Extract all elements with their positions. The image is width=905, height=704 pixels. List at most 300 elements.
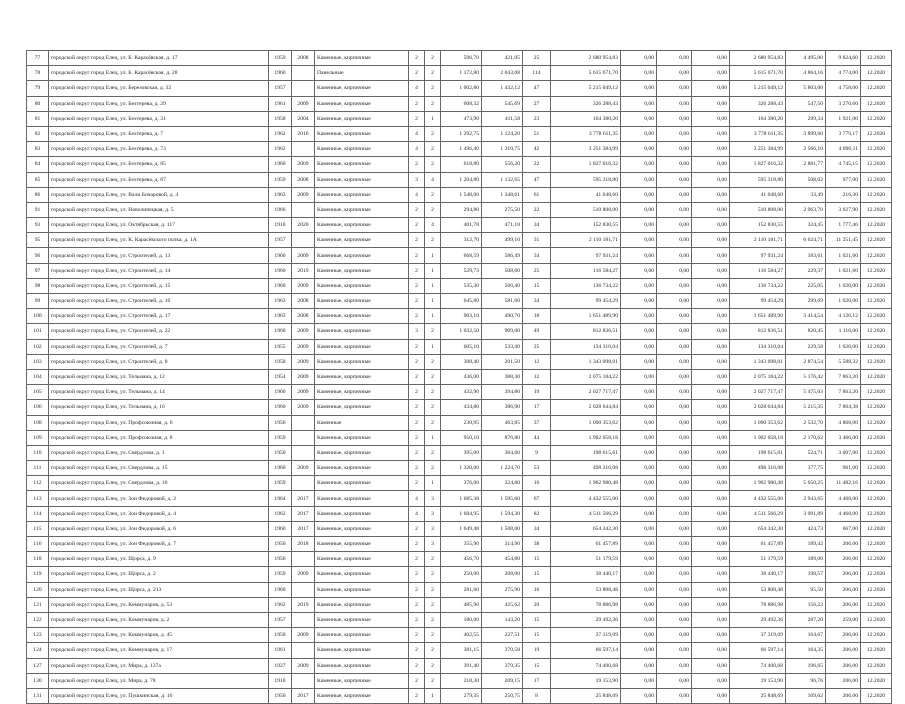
- cell-total-area: 180,00: [441, 612, 482, 627]
- cell-max-unit-cost: 3 027,90: [826, 202, 861, 217]
- cell-total-area: 1 685,38: [441, 491, 482, 506]
- cell-living-area: 394,80: [482, 385, 523, 400]
- cell-entrances: 2: [425, 202, 441, 217]
- cell-address: городской округ город Елец, ул. Коммунаров, д. 45: [49, 628, 269, 643]
- cell-floors: 2: [409, 445, 425, 460]
- cell-cost-budget: 0,00: [657, 81, 692, 96]
- cell-cost-budget: 0,00: [657, 597, 692, 612]
- cell-living-area: 388,30: [482, 369, 523, 384]
- cell-address: городской округ город Елец, ул. Березовская, д. 32: [49, 81, 269, 96]
- cell-year-renovated: 2009: [292, 400, 315, 415]
- cell-completion-date: 12.2020: [861, 628, 892, 643]
- cell-residents: 42: [523, 142, 551, 157]
- table-row: [27, 96, 892, 111]
- cell-living-area: 1 432,12: [482, 81, 523, 96]
- cell-row-number: 108: [27, 415, 49, 430]
- cell-entrances: 2: [425, 643, 441, 658]
- table-row: [27, 157, 892, 172]
- cell-cost-budget: 0,00: [657, 263, 692, 278]
- cell-cost-owners: 0,00: [692, 445, 730, 460]
- cell-wall-material: Каменные, кирпичные: [315, 142, 409, 157]
- cell-cost-other: 1 902 058,18: [730, 430, 786, 445]
- cell-cost-owners: 0,00: [692, 309, 730, 324]
- cell-row-number: 130: [27, 673, 49, 688]
- cell-floors: 2: [409, 278, 425, 293]
- cell-living-area: 421,05: [482, 51, 523, 66]
- cell-residents: 19: [523, 643, 551, 658]
- cell-total-cost: 1 090 353,62: [551, 415, 621, 430]
- cell-year-built: 1960: [269, 66, 292, 81]
- cell-cost-fund: 0,00: [621, 612, 657, 627]
- cell-cost-owners: 0,00: [692, 233, 730, 248]
- cell-max-unit-cost: 206,00: [826, 688, 861, 703]
- cell-cost-owners: 0,00: [692, 294, 730, 309]
- cell-total-cost: 37 319,09: [551, 628, 621, 643]
- cell-completion-date: 12.2020: [861, 354, 892, 369]
- cell-total-area: 1 172,80: [441, 66, 482, 81]
- cell-year-renovated: [292, 430, 315, 445]
- cell-total-cost: 654 342,30: [551, 521, 621, 536]
- cell-cost-other: 595 318,80: [730, 172, 786, 187]
- cell-floors: 4: [409, 491, 425, 506]
- cell-max-unit-cost: 4 126,12: [826, 309, 861, 324]
- cell-entrances: 2: [425, 415, 441, 430]
- cell-cost-fund: 0,00: [621, 324, 657, 339]
- cell-cost-other: 2 027 717,47: [730, 385, 786, 400]
- cell-row-number: 93: [27, 218, 49, 233]
- cell-entrances: 1: [425, 339, 441, 354]
- cell-total-cost: 5 615 671,70: [551, 66, 621, 81]
- cell-year-built: 1959: [269, 430, 292, 445]
- table-row: [27, 400, 892, 415]
- cell-total-area: 402,55: [441, 628, 482, 643]
- cell-row-number: 127: [27, 658, 49, 673]
- cell-living-area: 379,35: [482, 658, 523, 673]
- cell-year-built: 1962: [269, 126, 292, 141]
- cell-completion-date: 12.2020: [861, 157, 892, 172]
- cell-cost-fund: 0,00: [621, 628, 657, 643]
- cell-cost-owners: 0,00: [692, 324, 730, 339]
- table-row: [27, 582, 892, 597]
- cell-entrances: 2: [425, 612, 441, 627]
- cell-cost-owners: 0,00: [692, 597, 730, 612]
- cell-total-area: 395,00: [441, 445, 482, 460]
- cell-completion-date: 12.2020: [861, 643, 892, 658]
- table-row: [27, 521, 892, 536]
- cell-cost-owners: 0,00: [692, 612, 730, 627]
- cell-year-renovated: 2009: [292, 324, 315, 339]
- cell-max-unit-cost: 206,00: [826, 582, 861, 597]
- cell-floors: 2: [409, 582, 425, 597]
- cell-cost-budget: 0,00: [657, 126, 692, 141]
- cell-cost-fund: 0,00: [621, 506, 657, 521]
- cell-living-area: 545,69: [482, 96, 523, 111]
- cell-max-unit-cost: 961,00: [826, 461, 861, 476]
- cell-total-area: 1 002,80: [441, 81, 482, 96]
- cell-floors: 2: [409, 369, 425, 384]
- cell-cost-budget: 0,00: [657, 658, 692, 673]
- cell-row-number: 123: [27, 628, 49, 643]
- cell-completion-date: 12.2020: [861, 461, 892, 476]
- cell-cost-budget: 0,00: [657, 506, 692, 521]
- cell-cost-budget: 0,00: [657, 688, 692, 703]
- cell-year-built: 1956: [269, 415, 292, 430]
- cell-max-unit-cost: 977,00: [826, 172, 861, 187]
- cell-year-built: 1961: [269, 643, 292, 658]
- cell-wall-material: Каменные, кирпичные: [315, 400, 409, 415]
- cell-unit-cost: 5 215,35: [786, 400, 826, 415]
- cell-completion-date: 12.2020: [861, 309, 892, 324]
- cell-living-area: 425,62: [482, 597, 523, 612]
- cell-unit-cost: 3 091,89: [786, 506, 826, 521]
- cell-cost-owners: 0,00: [692, 476, 730, 491]
- table-row: [27, 248, 892, 263]
- cell-total-area: 485,90: [441, 597, 482, 612]
- cell-unit-cost: 547,50: [786, 96, 826, 111]
- table-row: [27, 66, 892, 81]
- cell-floors: 2: [409, 521, 425, 536]
- cell-floors: 2: [409, 354, 425, 369]
- cell-completion-date: 12.2020: [861, 278, 892, 293]
- cell-completion-date: 12.2020: [861, 339, 892, 354]
- cell-cost-budget: 0,00: [657, 415, 692, 430]
- cell-year-renovated: [292, 233, 315, 248]
- cell-address: городской округ город Елец, ул. Коммунаров, д. 53: [49, 597, 269, 612]
- cell-living-area: 471,18: [482, 218, 523, 233]
- cell-wall-material: Каменные, кирпичные: [315, 278, 409, 293]
- cell-cost-budget: 0,00: [657, 233, 692, 248]
- cell-year-renovated: [292, 81, 315, 96]
- cell-residents: 34: [523, 294, 551, 309]
- cell-year-built: 1966: [269, 202, 292, 217]
- table-row: [27, 142, 892, 157]
- table-row: [27, 673, 892, 688]
- cell-entrances: 2: [425, 157, 441, 172]
- cell-floors: 3: [409, 172, 425, 187]
- table-row: [27, 126, 892, 141]
- cell-living-area: 250,75: [482, 688, 523, 703]
- cell-cost-fund: 0,00: [621, 187, 657, 202]
- cell-row-number: 102: [27, 339, 49, 354]
- cell-cost-other: 37 319,09: [730, 628, 786, 643]
- cell-cost-budget: 0,00: [657, 445, 692, 460]
- cell-row-number: 121: [27, 597, 49, 612]
- cell-cost-fund: 0,00: [621, 172, 657, 187]
- cell-unit-cost: 225,05: [786, 278, 826, 293]
- cell-total-area: 294,80: [441, 202, 482, 217]
- cell-year-renovated: 2009: [292, 248, 315, 263]
- cell-cost-budget: 0,00: [657, 96, 692, 111]
- cell-year-built: 1963: [269, 187, 292, 202]
- cell-floors: 3: [409, 324, 425, 339]
- cell-cost-budget: 0,00: [657, 354, 692, 369]
- cell-cost-owners: 0,00: [692, 157, 730, 172]
- table-row: [27, 643, 892, 658]
- cell-entrances: 1: [425, 263, 441, 278]
- cell-total-area: 903,10: [441, 309, 482, 324]
- cell-wall-material: Каменные, кирпичные: [315, 51, 409, 66]
- cell-row-number: 86: [27, 187, 49, 202]
- cell-total-area: 1 548,00: [441, 187, 482, 202]
- cell-completion-date: 12.2020: [861, 688, 892, 703]
- cell-total-cost: 61 457,89: [551, 537, 621, 552]
- cell-cost-other: 116 584,27: [730, 263, 786, 278]
- cell-residents: 22: [523, 157, 551, 172]
- cell-residents: 12: [523, 354, 551, 369]
- cell-completion-date: 12.2020: [861, 187, 892, 202]
- cell-living-area: 314,90: [482, 537, 523, 552]
- cell-total-area: 1 320,00: [441, 461, 482, 476]
- cell-year-renovated: [292, 202, 315, 217]
- cell-entrances: 2: [425, 597, 441, 612]
- cell-year-built: 1959: [269, 567, 292, 582]
- cell-floors: 2: [409, 658, 425, 673]
- cell-wall-material: Каменные, кирпичные: [315, 339, 409, 354]
- cell-cost-other: 134 310,04: [730, 339, 786, 354]
- cell-wall-material: Каменные, кирпичные: [315, 354, 409, 369]
- table-row: [27, 476, 892, 491]
- cell-floors: 2: [409, 385, 425, 400]
- cell-max-unit-cost: 11 482,16: [826, 476, 861, 491]
- cell-wall-material: Каменные, кирпичные: [315, 233, 409, 248]
- cell-year-built: 1960: [269, 157, 292, 172]
- cell-total-cost: 99 454,29: [551, 294, 621, 309]
- table-row: [27, 628, 892, 643]
- cell-cost-fund: 0,00: [621, 491, 657, 506]
- cell-completion-date: 12.2020: [861, 126, 892, 141]
- cell-unit-cost: 820,45: [786, 324, 826, 339]
- cell-wall-material: Каменные, кирпичные: [315, 294, 409, 309]
- table-row: [27, 537, 892, 552]
- cell-floors: 2: [409, 597, 425, 612]
- cell-address: городской округ город Елец, ул. Профсоюзная, д. 6: [49, 415, 269, 430]
- cell-year-built: 1959: [269, 172, 292, 187]
- cell-year-built: 1957: [269, 81, 292, 96]
- cell-total-cost: 3 251 384,99: [551, 142, 621, 157]
- cell-wall-material: Каменные, кирпичные: [315, 612, 409, 627]
- cell-row-number: 95: [27, 233, 49, 248]
- cell-row-number: 103: [27, 354, 49, 369]
- cell-address: городской округ город Елец, ул. Свердлова, д. 15: [49, 461, 269, 476]
- cell-row-number: 120: [27, 582, 49, 597]
- cell-living-area: 1 594,30: [482, 506, 523, 521]
- cell-wall-material: Каменные, кирпичные: [315, 673, 409, 688]
- cell-cost-fund: 0,00: [621, 597, 657, 612]
- cell-cost-fund: 0,00: [621, 263, 657, 278]
- cell-row-number: 101: [27, 324, 49, 339]
- cell-unit-cost: 183,61: [786, 248, 826, 263]
- cell-total-cost: 1 827 016,32: [551, 157, 621, 172]
- table-row: [27, 233, 892, 248]
- table-row: [27, 187, 892, 202]
- cell-address: городской округ город Елец, ул. Строителей, д. 13: [49, 248, 269, 263]
- cell-cost-owners: 0,00: [692, 202, 730, 217]
- cell-year-renovated: [292, 582, 315, 597]
- cell-year-built: 1960: [269, 461, 292, 476]
- cell-completion-date: 12.2020: [861, 445, 892, 460]
- cell-year-built: 1962: [269, 506, 292, 521]
- cell-max-unit-cost: 3 007,00: [826, 445, 861, 460]
- cell-residents: 27: [523, 96, 551, 111]
- cell-cost-other: 4 511 566,29: [730, 506, 786, 521]
- table-row: [27, 172, 892, 187]
- cell-living-area: 1 348,61: [482, 187, 523, 202]
- table-row: [27, 597, 892, 612]
- cell-year-renovated: 2008: [292, 51, 315, 66]
- cell-cost-other: 152 830,55: [730, 218, 786, 233]
- table-row: [27, 567, 892, 582]
- cell-entrances: 1: [425, 430, 441, 445]
- cell-residents: 53: [523, 461, 551, 476]
- cell-floors: 4: [409, 142, 425, 157]
- cell-unit-cost: 164,67: [786, 628, 826, 643]
- cell-floors: 2: [409, 248, 425, 263]
- cell-entrances: 1: [425, 309, 441, 324]
- cell-residents: 37: [523, 415, 551, 430]
- cell-entrances: 2: [425, 233, 441, 248]
- cell-living-area: 364,60: [482, 445, 523, 460]
- cell-total-area: 432,90: [441, 385, 482, 400]
- cell-living-area: 275,90: [482, 582, 523, 597]
- cell-total-area: 605,10: [441, 339, 482, 354]
- cell-wall-material: Каменные, кирпичные: [315, 187, 409, 202]
- cell-year-renovated: 2009: [292, 461, 315, 476]
- cell-cost-budget: 0,00: [657, 202, 692, 217]
- cell-residents: 16: [523, 476, 551, 491]
- cell-floors: 2: [409, 688, 425, 703]
- cell-max-unit-cost: 7 863,20: [826, 369, 861, 384]
- cell-cost-fund: 0,00: [621, 81, 657, 96]
- cell-cost-fund: 0,00: [621, 673, 657, 688]
- cell-floors: 2: [409, 202, 425, 217]
- cell-max-unit-cost: 4 468,00: [826, 491, 861, 506]
- cell-wall-material: Каменные, кирпичные: [315, 126, 409, 141]
- cell-year-renovated: [292, 612, 315, 627]
- cell-cost-owners: 0,00: [692, 187, 730, 202]
- cell-residents: 47: [523, 172, 551, 187]
- cell-residents: 34: [523, 521, 551, 536]
- cell-cost-budget: 0,00: [657, 385, 692, 400]
- cell-total-cost: 2 028 644,84: [551, 400, 621, 415]
- cell-wall-material: Каменные, кирпичные: [315, 263, 409, 278]
- cell-year-built: 1959: [269, 476, 292, 491]
- cell-row-number: 91: [27, 202, 49, 217]
- cell-unit-cost: 229,37: [786, 263, 826, 278]
- cell-max-unit-cost: 206,00: [826, 537, 861, 552]
- cell-max-unit-cost: 7 863,20: [826, 385, 861, 400]
- cell-total-area: 535,30: [441, 278, 482, 293]
- cell-wall-material: Каменные, кирпичные: [315, 369, 409, 384]
- cell-cost-fund: 0,00: [621, 96, 657, 111]
- cell-completion-date: 12.2020: [861, 476, 892, 491]
- cell-unit-cost: 6 624,71: [786, 233, 826, 248]
- cell-address: городской округ город Елец, ул. Бехтерева, д. 29: [49, 96, 269, 111]
- cell-cost-fund: 0,00: [621, 461, 657, 476]
- cell-floors: 2: [409, 461, 425, 476]
- cell-year-renovated: 2016: [292, 126, 315, 141]
- cell-max-unit-cost: 1 020,00: [826, 278, 861, 293]
- cell-wall-material: Каменные, кирпичные: [315, 111, 409, 126]
- cell-completion-date: 12.2020: [861, 400, 892, 415]
- cell-total-cost: 510 808,00: [551, 202, 621, 217]
- cell-total-cost: 97 931,24: [551, 248, 621, 263]
- cell-row-number: 85: [27, 172, 49, 187]
- cell-max-unit-cost: 4 468,00: [826, 506, 861, 521]
- cell-residents: 67: [523, 491, 551, 506]
- cell-address: городской округ город Елец, ул. Строителей, д. 14: [49, 263, 269, 278]
- cell-cost-other: 41 048,60: [730, 187, 786, 202]
- cell-cost-owners: 0,00: [692, 339, 730, 354]
- cell-cost-fund: 0,00: [621, 294, 657, 309]
- cell-cost-budget: 0,00: [657, 248, 692, 263]
- cell-unit-cost: 2 170,62: [786, 430, 826, 445]
- cell-living-area: 533,40: [482, 339, 523, 354]
- cell-cost-budget: 0,00: [657, 111, 692, 126]
- cell-entrances: 2: [425, 461, 441, 476]
- cell-year-renovated: 2020: [292, 218, 315, 233]
- cell-row-number: 113: [27, 491, 49, 506]
- cell-wall-material: Каменные: [315, 415, 409, 430]
- cell-total-area: 355,90: [441, 537, 482, 552]
- cell-row-number: 122: [27, 612, 49, 627]
- cell-cost-owners: 0,00: [692, 354, 730, 369]
- cell-completion-date: 12.2020: [861, 51, 892, 66]
- cell-residents: 31: [523, 233, 551, 248]
- cell-cost-owners: 0,00: [692, 688, 730, 703]
- cell-year-renovated: 2008: [292, 309, 315, 324]
- table-row: [27, 339, 892, 354]
- cell-living-area: 499,10: [482, 233, 523, 248]
- cell-completion-date: 12.2020: [861, 567, 892, 582]
- cell-total-area: 1 649,48: [441, 521, 482, 536]
- cell-year-renovated: 2009: [292, 157, 315, 172]
- cell-year-built: 1960: [269, 582, 292, 597]
- cell-floors: 2: [409, 96, 425, 111]
- cell-address: городской округ город Елец, ул. Строителей, д. 8: [49, 354, 269, 369]
- cell-year-built: 1950: [269, 688, 292, 703]
- cell-total-area: 250,00: [441, 567, 482, 582]
- cell-cost-budget: 0,00: [657, 187, 692, 202]
- cell-floors: 2: [409, 51, 425, 66]
- cell-cost-budget: 0,00: [657, 369, 692, 384]
- cell-year-built: 1963: [269, 309, 292, 324]
- table-row: [27, 278, 892, 293]
- cell-cost-budget: 0,00: [657, 582, 692, 597]
- cell-cost-owners: 0,00: [692, 521, 730, 536]
- cell-year-renovated: 2019: [292, 263, 315, 278]
- cell-cost-budget: 0,00: [657, 537, 692, 552]
- table-row: [27, 658, 892, 673]
- cell-total-area: 950,10: [441, 430, 482, 445]
- cell-address: городской округ город Елец, ул. Бехтерева, д. 7: [49, 126, 269, 141]
- cell-entrances: 3: [425, 537, 441, 552]
- cell-unit-cost: 287,20: [786, 612, 826, 627]
- cell-row-number: 99: [27, 294, 49, 309]
- cell-total-cost: 74 400,68: [551, 658, 621, 673]
- cell-total-area: 279,35: [441, 688, 482, 703]
- cell-residents: 19: [523, 385, 551, 400]
- cell-cost-budget: 0,00: [657, 309, 692, 324]
- cell-year-renovated: 2009: [292, 658, 315, 673]
- cell-address: городской округ город Елец, ул. Бехтерева, д. 87: [49, 172, 269, 187]
- cell-total-cost: 812 836,51: [551, 324, 621, 339]
- cell-total-area: 230,95: [441, 415, 482, 430]
- cell-completion-date: 12.2020: [861, 233, 892, 248]
- cell-total-area: 391,40: [441, 658, 482, 673]
- cell-completion-date: 12.2020: [861, 521, 892, 536]
- cell-address: городской округ город Елец, ул. Вали Бочаровой, д. 4: [49, 187, 269, 202]
- cell-unit-cost: 198,57: [786, 567, 826, 582]
